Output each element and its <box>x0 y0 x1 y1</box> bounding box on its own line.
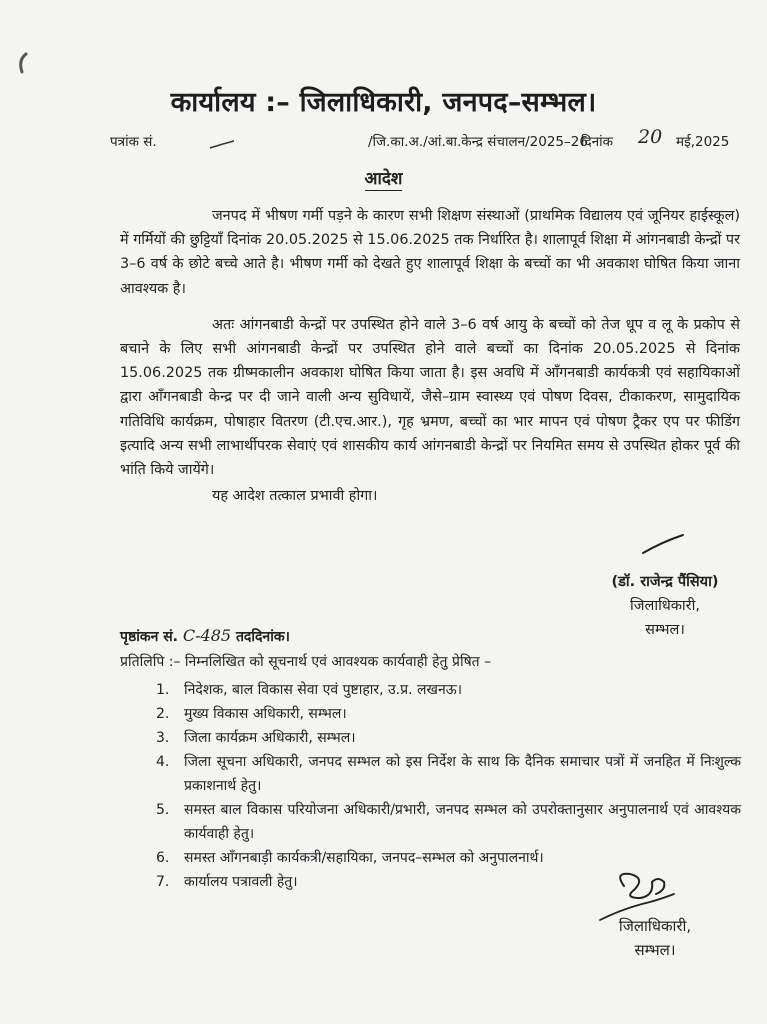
signatory-name: (डॉ. राजेन्द्र पैंसिया) <box>611 574 719 590</box>
order-paragraph-2: अतः आंगनबाडी केन्द्रों पर उपस्थित होने वाले 3–6 वर्ष आयु के बच्चों को तेज धूप व लू के प्रकोप से बचाने के लिए सभी आंगनबाडी केन्द्रों पर उपस्थित होने वाले बच्चों का दिनांक 20.05.2025 से दिनांक 15.06.2025 तक ग्रीष्मकालीन अवकाश घोषित किया जाता है। इस अवधि में आँगनबाडी कार्यकत्री एवं सहायिकाओं द्वारा आँगनबाडी केन्द्र पर दी जाने वाली अन्य सुविधायें, जैसे–ग्राम स्वास्थ्य एवं पोषण दिवस, टीकाकरण, सामुदायिक गतिविधि कार्यक्रम, पोषाहार वितरण (टी.एच.आर.), गृह भ्रमण, बच्चों का भार मापन एवं पोषण ट्रैकर एप पर फीडिंग इत्यादि अन्य सभी लाभार्थीपरक सेवाएं एवं शासकीय कार्य आंगनबाडी केन्द्रों पर नियमित समय से उपस्थित होकर पूर्व की भांति किये जायेंगे। <box>120 316 740 479</box>
list-item: 1. निदेशक, बाल विकास सेवा एवं पुष्टाहार, उ.प्र. लखनऊ। <box>156 682 463 698</box>
ref-code: /जि.का.अ./आं.बा.केन्द्र संचालन/2025–26 <box>368 134 588 150</box>
signatory-place: सम्भल। <box>645 622 685 638</box>
endorsement-suffix: तददिनांक। <box>235 629 290 645</box>
list-item: 6. समस्त आँगनबाड़ी कार्यकत्री/सहायिका, जनपद–सम्भल को अनुपालनार्थ। <box>156 850 544 866</box>
signature-stroke-1 <box>640 532 686 556</box>
order-title <box>0 166 767 189</box>
list-item: 4. जिला सूचना अधिकारी, जनपद सम्भल को इस निर्देश के साथ कि दैनिक समाचार पत्रों में जनहित में निःशुल्क प्रकाशनार्थ हेतु। <box>156 754 741 794</box>
order-title-text: आदेश <box>364 169 403 189</box>
signatory-place-2: सम्भल। <box>634 941 676 959</box>
list-item: 5. समस्त बाल विकास परियोजना अधिकारी/प्रभारी, जनपद सम्भल को उपरोक्तानुसार अनुपालनार्थ एवं आवश्यक कार्यवाही हेतु। <box>156 802 741 842</box>
endorsement-label: पृष्ठांकन सं. <box>120 629 179 645</box>
signatory-designation-2: जिलाधिकारी, <box>618 917 692 935</box>
endorsement-line <box>120 626 290 646</box>
date-day-handwritten: 20 <box>638 126 663 148</box>
signatory-designation: जिलाधिकारी, <box>630 598 700 614</box>
order-paragraph-1: जनपद में भीषण गर्मी पड़ने के कारण सभी शिक्षण संस्थाओं (प्राथमिक विद्यालय एवं जूनियर हाईस्कूल) में गर्मियों की छुट्टियाँ दिनांक 20.05.2025 से 15.06.2025 तक निर्धारित है। शालापूर्व शिक्षा में आंगनबाडी केन्द्रों पर 3–6 वर्ष के छोटे बच्चे आते है। भीषण गर्मी को देखते हुए शालापूर्व शिक्षा के बच्चों का भी अवकाश घोषित किया जाना आवश्यक है। <box>120 208 740 297</box>
list-item: 2. मुख्य विकास अधिकारी, सम्भल। <box>156 706 347 722</box>
endorsement-number-handwritten: C-485 <box>182 626 232 645</box>
signature-block <box>580 570 750 642</box>
date-label: दिनांक <box>581 134 614 150</box>
date-month-year: मई,2025 <box>676 134 730 150</box>
list-item: 3. जिला कार्यक्रम अधिकारी, सम्भल। <box>156 730 356 746</box>
list-item: 7. कार्यालय पत्रावली हेतु। <box>156 874 298 890</box>
signature-block-2 <box>600 914 710 962</box>
margin-mark <box>14 52 34 74</box>
order-body <box>120 204 740 508</box>
copy-to-intro: प्रतिलिपि :– निम्नलिखित को सूचनार्थ एवं आवश्यक कार्यवाही हेतु प्रेषित – <box>120 654 492 670</box>
copy-to-list <box>156 678 741 894</box>
ref-pen-mark <box>208 138 238 152</box>
order-paragraph-3: यह आदेश तत्काल प्रभावी होगा। <box>212 488 378 505</box>
office-heading: कार्यालय :– जिलाधिकारी, जनपद–सम्भल। <box>170 87 597 118</box>
ref-label: पत्रांक सं. <box>110 134 157 150</box>
